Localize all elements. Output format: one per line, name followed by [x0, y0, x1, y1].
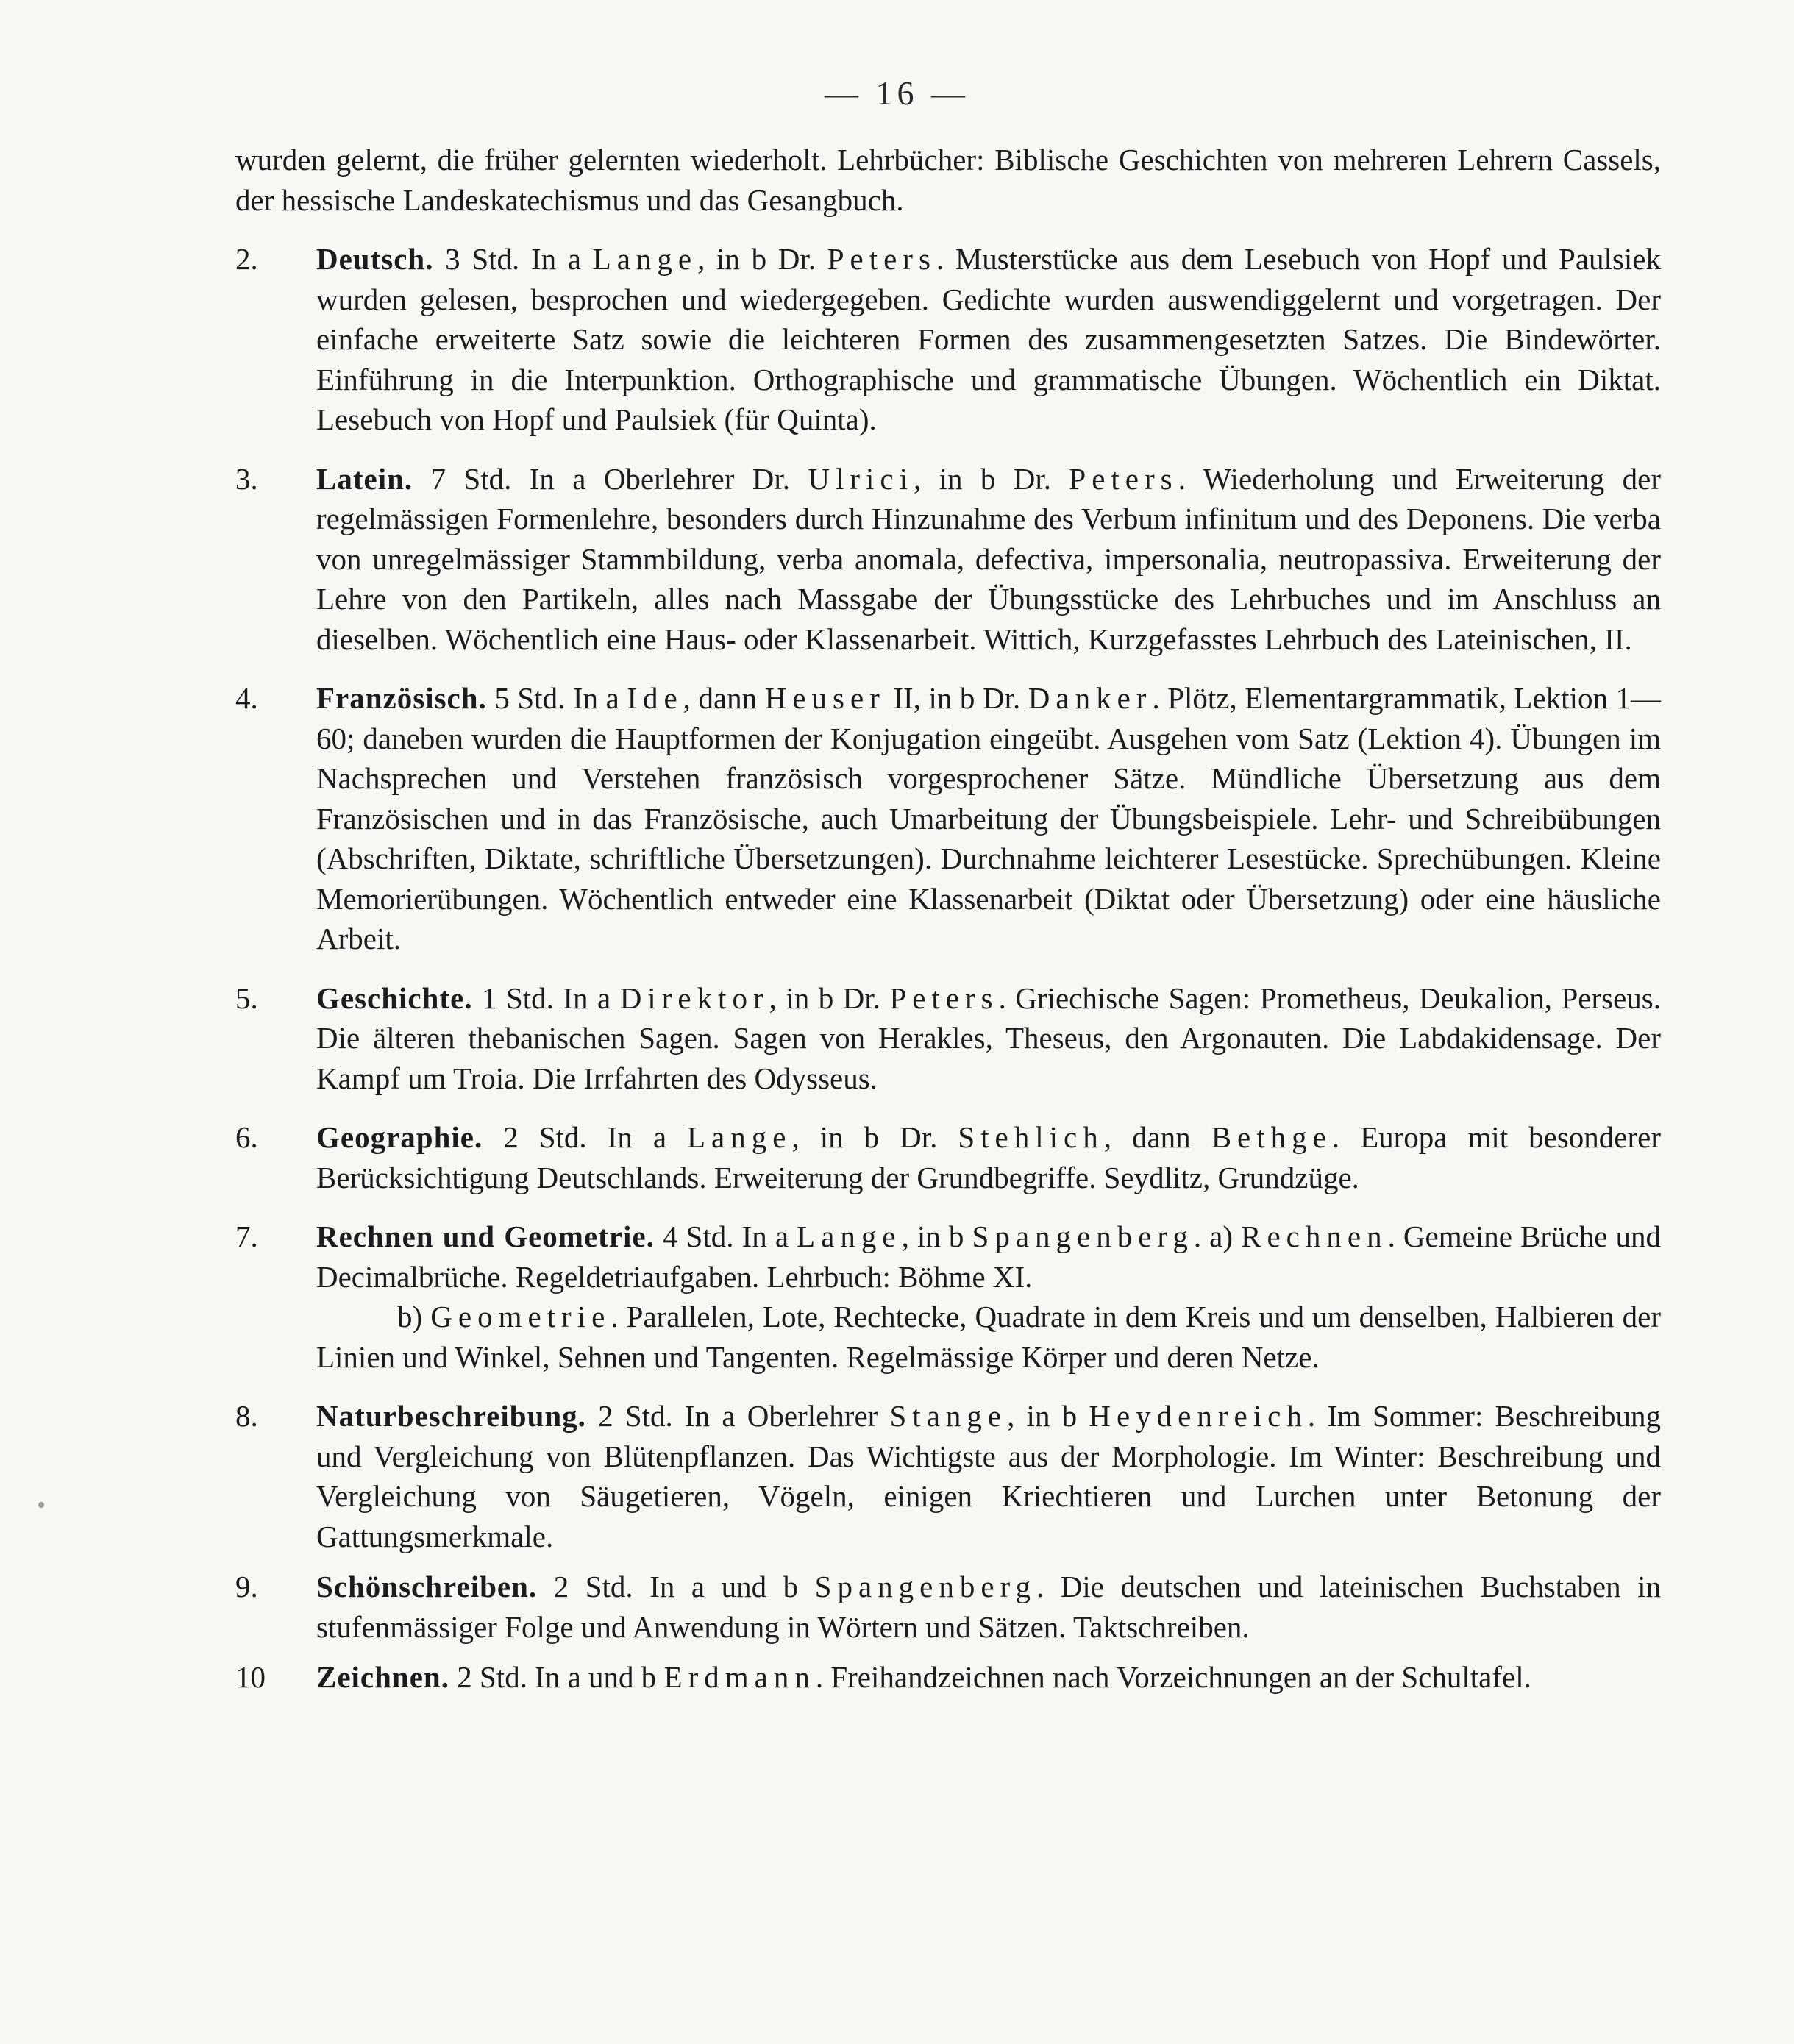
item-number: 5.	[235, 980, 258, 1015]
text-run: . Die deutschen und lateinischen Buchstaben in stufenmässiger Folge und Anwendung in Wörtern und Sätzen. Taktschreiben.	[316, 1570, 1661, 1644]
subject-item	[235, 239, 1661, 440]
intro-line: mehreren Lehrern Cassels, der hessische Landeskatechismus und das Gesangbuch.	[235, 143, 1662, 217]
spaced-name: Lange	[797, 1219, 902, 1253]
text-run: . Plötz, Elementargrammatik, Lektion 1—60; daneben wurden die Hauptformen der Konjugation eingeübt. Ausgehen vom Satz (Lektion 4). Übungen im Nachsprechen und Verstehen französisch vorgesprochener Sätze. Mündliche Übersetzung aus dem Französischen und in das Französische, auch Umarbeitung der Übungsbeispiele. Lehr- und Schreibübungen (Abschriften, Diktate, schriftliche Übersetzungen). Durchnahme leichterer Lesestücke. Sprechübungen. Kleine Memorierübungen. Wöchentlich entweder eine Klassenarbeit (Diktat oder Übersetzung) oder eine häusliche Arbeit.	[316, 681, 1662, 955]
text-run: 2 Std. In a Oberlehrer	[585, 1399, 890, 1433]
text-run: , in b Dr.	[769, 980, 890, 1015]
subject-item	[235, 678, 1661, 959]
subject-heading: Schönschreiben.	[316, 1570, 538, 1603]
subject-item	[235, 978, 1661, 1099]
subject-item	[235, 459, 1661, 660]
text-run: . Freihandzeichnen nach Vorzeichnungen an der Schultafel.	[815, 1660, 1531, 1694]
spaced-name: Stange	[889, 1399, 1008, 1433]
spaced-name: Erdmann	[663, 1660, 816, 1694]
text-run: 5 Std. In a	[486, 681, 627, 715]
spaced-name: Spangenberg	[972, 1219, 1194, 1253]
intro-line: wurden gelernt, die früher gelernten wiederholt. Lehrbücher: Biblische Geschichten von	[235, 143, 1323, 177]
spaced-name: Direktor	[619, 980, 769, 1015]
text-run: , in b Dr.	[914, 461, 1069, 496]
subject-item	[235, 1567, 1661, 1647]
item-number: 4.	[235, 681, 258, 715]
text-run: . Gemeine Brüche und Decimalbrüche. Regeldetriaufgaben. Lehrbuch: Böhme XI.	[316, 1219, 1661, 1294]
spaced-name: Danker	[1028, 681, 1153, 715]
text-run: II, in b Dr.	[885, 681, 1028, 715]
text-run: , in b	[1007, 1399, 1089, 1433]
subject-item	[235, 1217, 1661, 1377]
text-run: 2 Std. In a und b	[449, 1660, 664, 1694]
subject-item	[235, 1396, 1661, 1556]
text-run: b)	[397, 1300, 431, 1333]
spaced-name: Peters	[1069, 461, 1178, 496]
spaced-name: Heuser	[764, 681, 886, 715]
text-run: , in b Dr.	[697, 242, 827, 276]
intro-paragraph	[235, 140, 1661, 220]
text-run: . Wiederholung und Erweiterung der regelmässigen Formenlehre, besonders durch Hinzunahme des Verbum infinitum und des Deponens. Die verba von unregelmässiger Stammbildung, verba anomala, defectiva, impersonalia, neutropassiva. Erweiterung der Lehre von den Partikeln, alles nach Massgabe der Übungsstücke des Lehrbuches und im Anschluss an dieselben. Wöchentlich eine Haus- oder Klassenarbeit. Wittich, Kurzgefasstes Lehrbuch des Lateinischen, II.	[316, 461, 1661, 656]
text-run: , in b Dr.	[791, 1120, 958, 1154]
subject-heading: Geschichte.	[316, 980, 473, 1015]
subject-heading: Geographie.	[316, 1120, 483, 1154]
text-run: , in b	[901, 1219, 972, 1253]
text-run: 7 Std. In a Oberlehrer Dr.	[413, 461, 808, 496]
item-number: 7.	[235, 1219, 258, 1253]
item-number: 2.	[235, 242, 258, 276]
spaced-name: Peters	[827, 242, 936, 276]
spaced-name: Lange	[592, 242, 698, 276]
spaced-name: Heydenreich	[1089, 1399, 1308, 1433]
spaced-name: Lange	[687, 1120, 792, 1154]
text-run: 2 Std. In a und b	[537, 1570, 815, 1603]
subsection-paragraph	[316, 1297, 1661, 1377]
subject-heading: Zeichnen.	[316, 1660, 449, 1694]
text-run: . Musterstücke aus dem Lesebuch von Hopf und Paulsiek wurden gelesen, besprochen und wiedergegeben. Gedichte wurden auswendiggelernt und vorgetragen. Der einfache erweiterte Satz sowie die leichteren Formen des zusammengesetzten Satzes. Die Bindewörter. Einführung in die Interpunktion. Orthographische und grammatische Übungen. Wöchentlich ein Diktat. Lesebuch von Hopf und Paulsiek (für Quinta).	[316, 242, 1661, 436]
text-run: 3 Std. In a	[433, 242, 593, 276]
subject-list	[235, 239, 1661, 1698]
spaced-name: Spangenberg	[814, 1570, 1036, 1603]
spaced-name: Rechnen	[1241, 1219, 1388, 1253]
spaced-name: Stehlich	[958, 1120, 1104, 1154]
item-number: 6.	[235, 1120, 258, 1154]
subject-heading: Latein.	[316, 461, 413, 496]
text-run: 2 Std. In a	[483, 1120, 688, 1154]
item-number: 9.	[235, 1570, 258, 1603]
subject-item	[235, 1657, 1661, 1698]
subject-heading: Deutsch.	[316, 242, 434, 276]
text-run: . Im Sommer: Beschreibung und Vergleichung von Blütenpflanzen. Das Wichtigste aus der Morphologie. Im Winter: Beschreibung und Vergleichung von Säugetieren, Vögeln, einigen Kriechtieren und Lurchen unter Betonung der Gattungsmerkmale.	[316, 1399, 1661, 1553]
subject-item	[235, 1117, 1661, 1197]
subject-heading: Rechnen und Geometrie.	[316, 1219, 655, 1253]
text-run: 4 Std. In a	[654, 1219, 797, 1253]
subject-heading: Naturbeschreibung.	[316, 1399, 586, 1433]
spaced-name: Geometrie	[430, 1300, 611, 1333]
text-run: . Parallelen, Lote, Rechtecke, Quadrate in dem Kreis und um denselben, Halbieren der Linien und Winkel, Sehnen und Tangenten. Regelmässige Körper und deren Netze.	[316, 1300, 1661, 1374]
spaced-name: Peters	[889, 980, 999, 1015]
text-run: 1 Std. In a	[472, 980, 620, 1015]
spaced-name: Bethge	[1211, 1120, 1332, 1154]
margin-speck	[38, 1502, 44, 1508]
item-number: 8.	[235, 1399, 258, 1433]
text-run: , dann	[683, 681, 765, 715]
item-number: 3.	[235, 461, 258, 496]
spaced-name: Ulrici	[808, 461, 914, 496]
text-run: . Europa mit besonderer Berücksichtigung Deutschlands. Erweiterung der Grundbegriffe. Seydlitz, Grundzüge.	[316, 1120, 1661, 1194]
spaced-name: Ide	[627, 681, 683, 715]
text-run: , dann	[1103, 1120, 1211, 1154]
item-number: 10	[235, 1660, 266, 1694]
text-run: . a)	[1193, 1219, 1242, 1253]
document-body	[235, 140, 1661, 1698]
page-number: — 16 —	[825, 74, 969, 112]
subject-heading: Französisch.	[316, 681, 487, 715]
text-run: . Griechische Sagen: Prometheus, Deukalion, Perseus. Die älteren thebanischen Sagen. Sagen von Herakles, Theseus, den Argonauten. Die Labdakidensage. Der Kampf um Troia. Die Irrfahrten des Odysseus.	[316, 980, 1661, 1095]
